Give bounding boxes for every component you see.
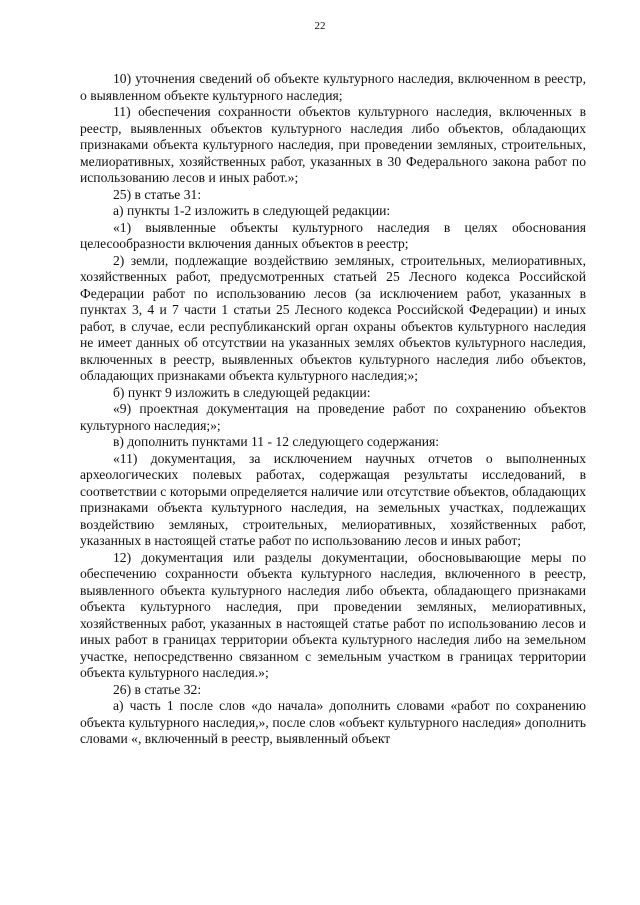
paragraph-part-1: а) часть 1 после слов «до начала» дополнить словами «работ по сохранению объекта культурного наследия,», после слов «объект культурного наследия» дополнить словами «, включенный в реестр, выявленный объект	[80, 698, 586, 746]
paragraph-article-32-heading: 26) в статье 32:	[113, 681, 202, 697]
paragraph-point-12: 12) документация или разделы документации, обосновывающие меры по обеспечению сохранности объекта культурного наследия, включенного в реестр, выявленного объекта культурного наследия либо объекта, обладающего признаками объекта культурного наследия, при проведении земляных, мелиоративных, хозяйственных работ, указанных в настоящей статье работ по использованию лесов и иных работ в границах территории объекта культурного наследия либо на земельном участке, непосредственно связанном с земельным участком в границах территории объекта культурного наследия.»;	[80, 549, 586, 680]
paragraph-subitem-b: б) пункт 9 изложить в следующей редакции:	[113, 384, 371, 400]
paragraph-item-10: 10) уточнения сведений об объекте культурного наследия, включенном в реестр, о выявленном объекте культурного наследия;	[80, 71, 586, 103]
paragraph-item-11: 11) обеспечения сохранности объектов культурного наследия, включенных в реестр, выявленных объектов культурного наследия либо объектов, обладающих признаками объекта культурного наследия, при проведении земляных, строительных, мелиоративных, хозяйственных работ, указанных в 30 Федерального закона работ по использованию лесов и иных работ.»;	[80, 104, 586, 185]
paragraph-point-9: «9) проектная документация на проведение работ по сохранению объектов культурного наследия;»;	[80, 401, 586, 433]
document-body	[80, 71, 586, 748]
paragraph-subitem-a: а) пункты 1-2 изложить в следующей редакции:	[113, 203, 391, 218]
paragraph-point-1: «1) выявленные объекты культурного наследия в целях обоснования целесообразности включения данных объектов в реестр;	[80, 219, 586, 251]
page-number: 22	[314, 20, 326, 32]
paragraph-subitem-v: в) дополнить пунктами 11 - 12 следующего содержания:	[113, 434, 440, 449]
paragraph-point-2: 2) земли, подлежащие воздействию земляных, строительных, мелиоративных, хозяйственных работ, предусмотренных статьей 25 Лесного кодекса Российской Федерации работ по использованию лесов (за исключением работ, указанных в пунктах 3, 4 и 7 части 1 статьи 25 Лесного кодекса Российской Федерации) и иных работ, в случае, если республиканский орган охраны объектов культурного наследия не имеет данных об отсутствии на указанных землях объектов культурного наследия, включенных в реестр, выявленных объектов культурного наследия либо объектов, обладающих признаками объекта культурного наследия;»;	[80, 252, 586, 383]
paragraph-point-11: «11) документация, за исключением научных отчетов о выполненных археологических полевых работах, содержащая результаты исследований, в соответствии с которыми определяется наличие или отсутствие объектов, обладающих признаками объекта культурного наследия, на земельных участках, подлежащих воздействию земляных, строительных, мелиоративных, хозяйственных работ, указанных в настоящей статье работ по использованию лесов и иных работ;	[80, 450, 586, 548]
paragraph-article-31-heading: 25) в статье 31:	[113, 186, 202, 202]
